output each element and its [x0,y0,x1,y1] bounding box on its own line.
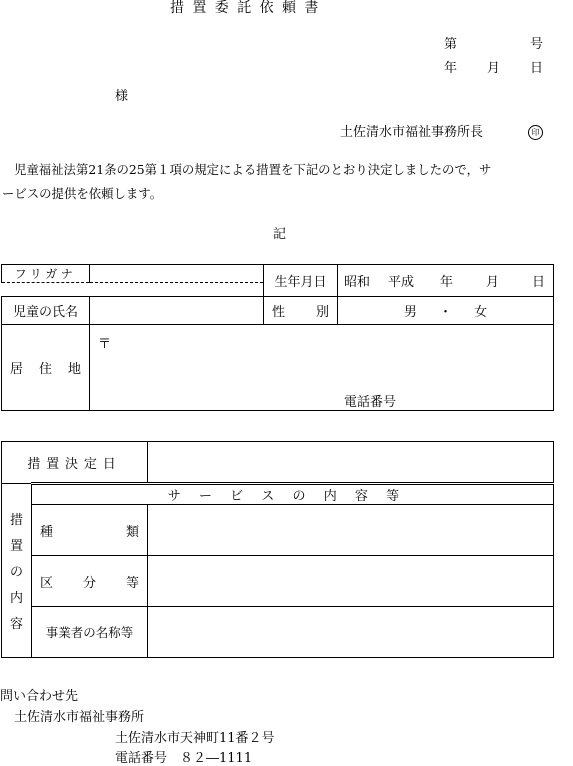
paragraph-line-2: ービスの提供を依頼します。 [2,186,163,201]
sex-label: 性 別 [272,305,329,320]
service-table [1,441,554,658]
address-field[interactable] [90,325,554,411]
row-category-field[interactable] [148,556,554,607]
phone-label: 電話番号 [344,395,397,410]
row-kind-label: 種 類 [40,524,139,540]
address-label-cell [2,325,90,411]
decision-date-label: 措置決定日 [2,442,148,484]
furigana-field[interactable] [90,265,264,283]
inquiry-address: 土佐清水市天神町11番２号 [115,731,275,746]
side-label-cell [2,484,32,658]
side-label: 措 置 の 内 容 [9,513,23,632]
era-showa: 昭和 [344,275,371,290]
decision-date-field[interactable] [148,442,554,484]
birth-year: 年 [440,275,454,290]
sex-female: 女 [474,305,488,320]
issuer-name: 土佐清水市福祉事務所長 [340,125,484,140]
sex-separator: ・ [438,305,452,320]
sex-label-cell [264,297,338,325]
sex-male: 男 [403,305,417,320]
row-kind-field[interactable] [148,505,554,556]
row-provider-field[interactable] [148,607,554,658]
number-suffix: 号 [530,37,544,52]
furigana-label: フリガナ [2,265,90,283]
inquiry-heading: 問い合わせ先 [0,689,79,704]
sex-field[interactable] [338,297,554,325]
row-provider-label: 事業者の名称等 [32,607,148,658]
row-kind-label-cell [32,505,148,556]
birth-date-field[interactable] [338,265,554,297]
paragraph-line-1: 児童福祉法第21条の25第１項の規定による措置を下記のとおり決定しましたので，サ [14,162,492,177]
date-day: 日 [530,61,544,76]
date-year: 年 [444,61,458,76]
row-category-label: 区 分 等 [40,575,139,591]
era-heisei: 平成 [388,275,415,290]
postal-mark: 〒 [98,337,112,352]
child-name-label: 児童の氏名 [2,297,90,325]
birth-day: 日 [532,275,546,290]
birth-month: 月 [486,275,500,290]
document-title: 措置委託依頼書 [170,0,327,16]
birth-label: 生年月日 [264,265,338,297]
ki-heading: 記 [273,227,287,242]
row-category-label-cell [32,556,148,607]
child-info-table [1,264,554,411]
service-header: サービスの内容等 [32,484,554,505]
address-label: 居 住 地 [10,362,81,377]
addressee-suffix: 様 [115,89,129,104]
number-label: 第 [444,37,458,52]
seal-icon: 印 [528,125,543,140]
date-month: 月 [487,61,501,76]
seal-mark [528,125,543,140]
child-name-field[interactable] [90,297,264,325]
inquiry-office: 土佐清水市福祉事務所 [14,710,145,725]
inquiry-phone: 電話番号 ８２―1111 [115,751,253,766]
